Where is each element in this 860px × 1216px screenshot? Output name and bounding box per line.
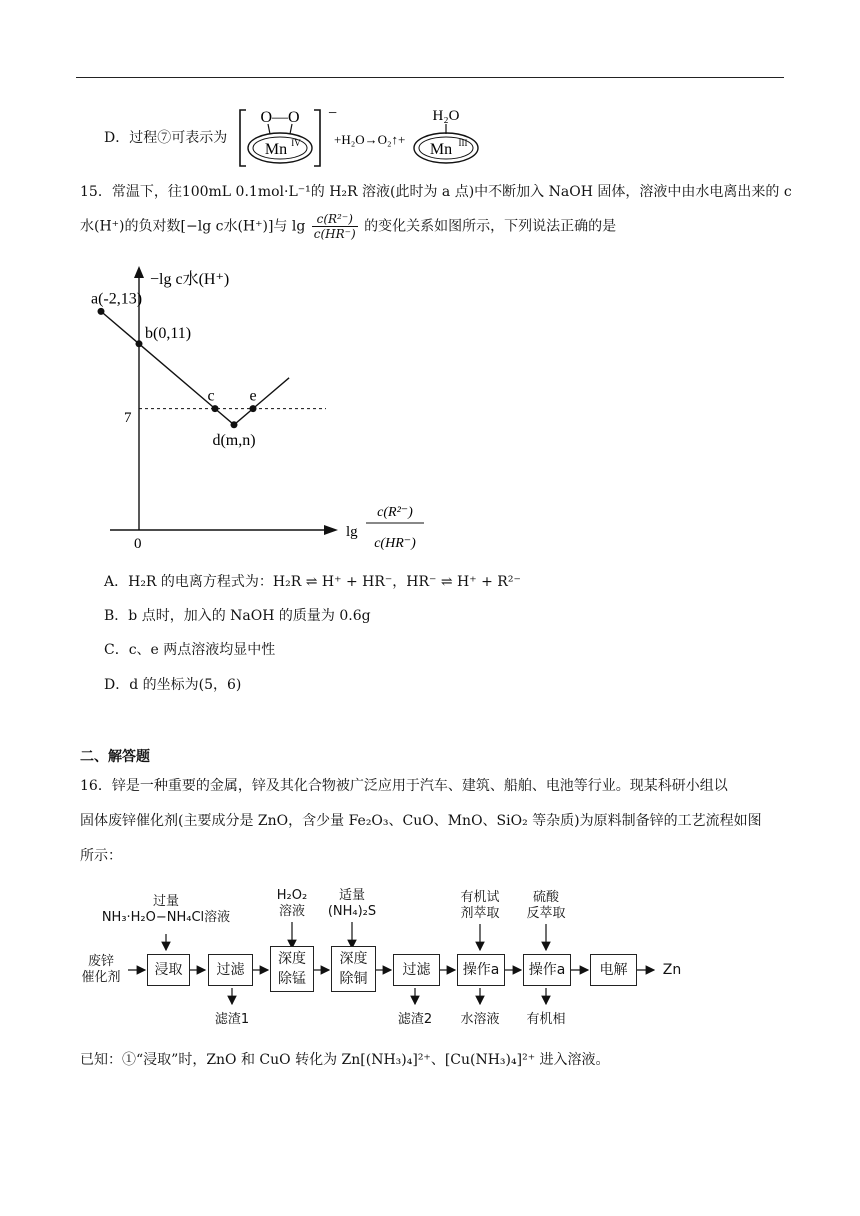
flow-reagent-leach: 过量 NH₃·H₂O−NH₄Cl溶液 <box>101 894 231 925</box>
flow-box-filter1: 过滤 <box>208 954 253 986</box>
flow-box-remove-mn: 深度 除锰 <box>270 946 314 992</box>
q16-line1: 16．锌是一种重要的金属，锌及其化合物被广泛应用于汽车、建筑、船舶、电池等行业。现某科研小组以 <box>80 778 728 794</box>
q14-option-d <box>104 128 227 148</box>
flow-box-filter2: 过滤 <box>393 954 440 986</box>
flow-output-residue2: 滤渣2 <box>397 1012 433 1027</box>
q15-chart <box>70 258 450 558</box>
q14-equation-figure <box>236 104 496 170</box>
header-rule <box>76 77 784 78</box>
y-tick-7: 7 <box>124 410 132 426</box>
q15-option-b: B．b 点时，加入的 NaOH 的质量为 0.6g <box>104 608 371 624</box>
left-complex-top: O—O <box>260 109 300 126</box>
q15-option-d: D．d 的坐标为(5，6) <box>104 677 242 693</box>
right-complex-top: H₂O <box>432 108 460 124</box>
q15-stem-line2-b: 的变化关系如图所示，下列说法正确的是 <box>364 218 617 235</box>
q14-option-d-label: D．过程⑦可表示为 <box>104 130 228 146</box>
q16-known: 已知：①“浸取”时，ZnO 和 CuO 转化为 Zn[(NH₃)₄]²⁺、[Cu(NH₃)₄]²⁺ 进入溶液。 <box>80 1052 610 1068</box>
x-axis-den: c(HR⁻) <box>374 536 416 551</box>
flow-output-residue1: 滤渣1 <box>214 1012 250 1027</box>
point-label-1: b(0,11) <box>145 324 192 342</box>
q15-stem-line1: 15．常温下，往100mL 0.1mol·L⁻¹的 H₂R 溶液(此时为 a 点)中不断加入 NaOH 固体，溶液中由水电离出来的 c <box>80 184 792 200</box>
flow-output-aqueous: 水溶液 <box>460 1012 500 1027</box>
q15-option-a: A．H₂R 的电离方程式为：H₂R ⇌ H⁺ + HR⁻，HR⁻ ⇌ H⁺ + R²⁻ <box>104 574 521 590</box>
series-line <box>101 311 289 424</box>
right-complex-sup: III <box>458 138 468 148</box>
q15-frac-num: c(R²⁻) <box>312 212 358 227</box>
y-axis-label: −lg c水(H⁺) <box>150 271 230 288</box>
origin-label: 0 <box>134 536 142 552</box>
flow-output-organic: 有机相 <box>526 1012 566 1027</box>
x-axis-prefix: lg <box>346 524 358 540</box>
x-axis-num: c(R²⁻) <box>377 505 413 520</box>
q15-stem-line2 <box>80 212 616 241</box>
charge-sign: − <box>328 105 338 122</box>
flow-box-remove-cu: 深度 除铜 <box>331 946 376 992</box>
point-4 <box>250 405 257 412</box>
point-3 <box>231 421 238 428</box>
point-2 <box>212 405 219 412</box>
point-label-2: c <box>207 387 215 405</box>
flow-box-operation-a1: 操作a <box>457 954 505 986</box>
flow-end: Zn <box>662 962 682 978</box>
point-label-0: a(-2,13) <box>91 290 143 308</box>
flow-reagent-nh4s: 适量 (NH₄)₂S <box>327 888 377 919</box>
q15-stem-line2-a: 水(H⁺)的负对数[−lg c水(H⁺)]与 lg <box>80 218 306 235</box>
q14-middle-text: +H₂O→O₂↑+ <box>334 132 406 147</box>
left-complex-center: Mn <box>264 141 288 158</box>
point-0 <box>98 308 105 315</box>
flow-reagent-sulfuric: 硫酸 反萃取 <box>526 890 566 921</box>
y-axis-arrow <box>134 266 144 278</box>
q15-frac-den: c(HR⁻) <box>313 227 356 241</box>
q16-line2: 固体废锌催化剂(主要成分是 ZnO，含少量 Fe₂O₃、CuO、MnO、SiO₂ 等杂质)为原料制备锌的工艺流程如图 <box>80 813 762 829</box>
left-bracket-close <box>314 110 320 166</box>
flow-reagent-organic: 有机试 剂萃取 <box>460 890 500 921</box>
point-1 <box>136 340 143 347</box>
q15-option-c: C．c、e 两点溶液均显中性 <box>104 642 276 658</box>
q16-line3: 所示： <box>80 848 122 864</box>
flow-box-electrolysis: 电解 <box>590 954 637 986</box>
section2-title: 二、解答题 <box>80 749 150 765</box>
left-bracket-open <box>240 110 246 166</box>
left-complex-sup: IV <box>291 138 301 148</box>
q16-flowchart <box>0 884 860 1034</box>
x-axis-arrow <box>324 525 338 535</box>
point-label-3: d(m,n) <box>212 431 256 449</box>
q15-stem-fraction <box>312 212 358 241</box>
right-complex-center: Mn <box>429 141 453 158</box>
flow-box-operation-a2: 操作a <box>523 954 571 986</box>
flow-box-leach: 浸取 <box>147 954 190 986</box>
point-label-4: e <box>249 387 257 405</box>
flow-reagent-h2o2: H₂O₂ 溶液 <box>276 888 308 919</box>
flow-start: 废锌 催化剂 <box>81 954 121 985</box>
